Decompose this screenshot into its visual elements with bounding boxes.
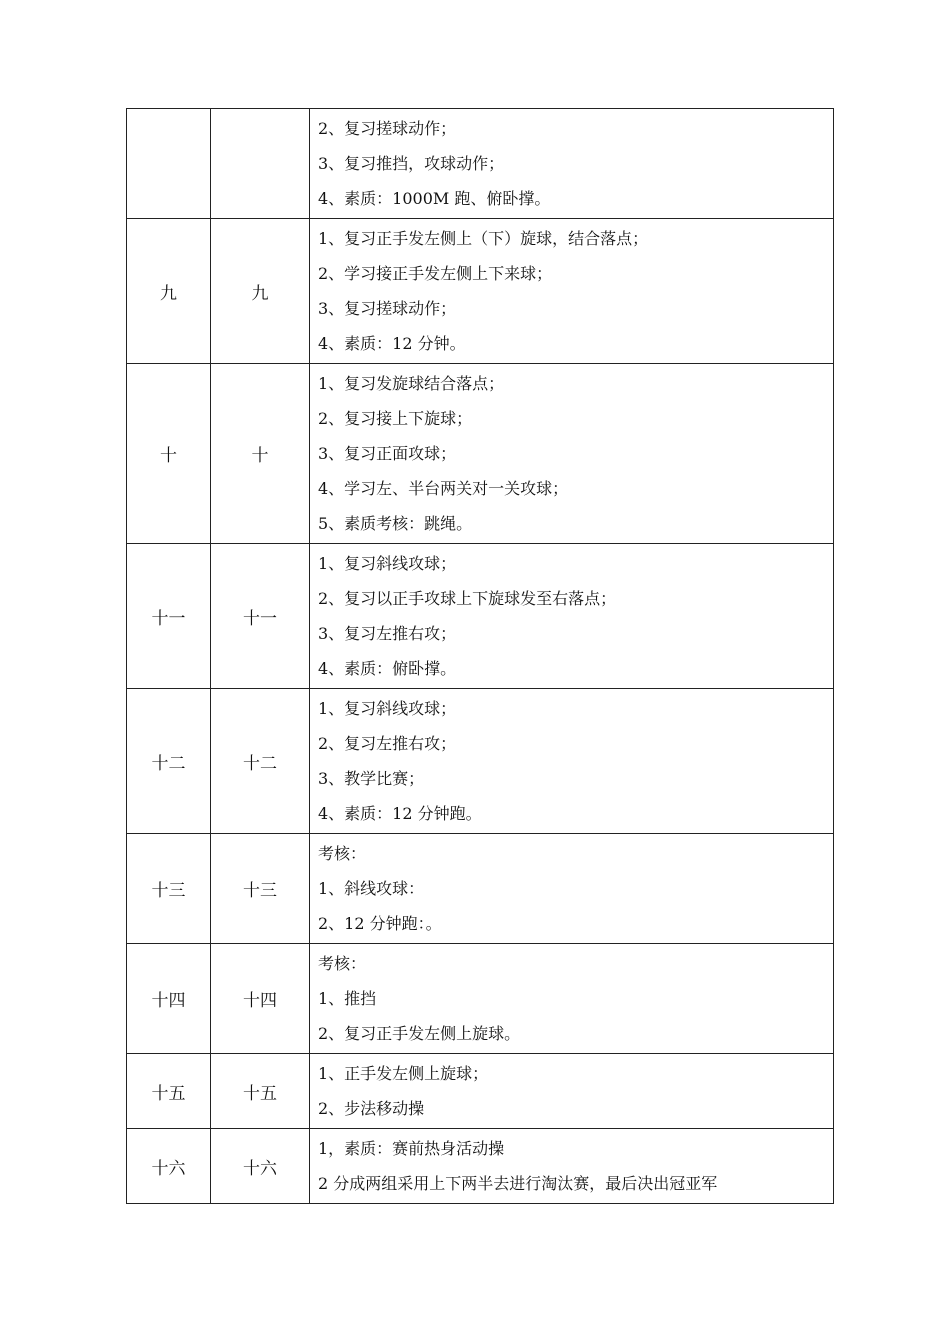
content-line: 4、学习左、半台两关对一关攻球； bbox=[318, 479, 569, 498]
table-row bbox=[127, 689, 834, 834]
content-line: 1、复习发旋球结合落点； bbox=[318, 374, 505, 393]
week-cell: 十四 bbox=[127, 944, 211, 1054]
week-cell: 九 bbox=[127, 219, 211, 364]
content-line: 4、素质：俯卧撑。 bbox=[318, 659, 457, 678]
content-line: 3、复习推挡，攻球动作； bbox=[318, 154, 505, 173]
content-cell bbox=[310, 1054, 834, 1129]
table-row bbox=[127, 1054, 834, 1129]
content-line: 2、复习搓球动作； bbox=[318, 119, 457, 138]
content-line: 2、步法移动操 bbox=[318, 1099, 425, 1118]
content-line: 2、12 分钟跑：。 bbox=[318, 914, 442, 933]
lesson-cell: 十二 bbox=[211, 689, 310, 834]
content-line: 考核： bbox=[318, 954, 367, 973]
table-row bbox=[127, 834, 834, 944]
content-line: 1、正手发左侧上旋球； bbox=[318, 1064, 489, 1083]
content-line: 4、素质：12 分钟跑。 bbox=[318, 804, 482, 823]
content-cell bbox=[310, 109, 834, 219]
week-cell bbox=[127, 109, 211, 219]
table-row bbox=[127, 1129, 834, 1204]
content-cell bbox=[310, 364, 834, 544]
content-cell bbox=[310, 219, 834, 364]
content-line: 2、复习正手发左侧上旋球。 bbox=[318, 1024, 521, 1043]
content-line: 2、学习接正手发左侧上下来球； bbox=[318, 264, 553, 283]
lesson-cell: 十四 bbox=[211, 944, 310, 1054]
content-line: 3、复习左推右攻； bbox=[318, 624, 457, 643]
lesson-cell: 十三 bbox=[211, 834, 310, 944]
content-line: 4、素质：1000M 跑、俯卧撑。 bbox=[318, 189, 551, 208]
content-line: 1、复习正手发左侧上（下）旋球，结合落点； bbox=[318, 229, 649, 248]
week-cell: 十 bbox=[127, 364, 211, 544]
content-line: 5、素质考核：跳绳。 bbox=[318, 514, 473, 533]
week-cell: 十六 bbox=[127, 1129, 211, 1204]
table-row bbox=[127, 364, 834, 544]
content-cell bbox=[310, 544, 834, 689]
week-cell: 十二 bbox=[127, 689, 211, 834]
content-line: 2、复习左推右攻； bbox=[318, 734, 457, 753]
content-cell bbox=[310, 1129, 834, 1204]
table-row bbox=[127, 109, 834, 219]
schedule-body bbox=[127, 109, 834, 1204]
schedule-table bbox=[126, 108, 834, 1204]
content-line: 考核： bbox=[318, 844, 367, 863]
lesson-cell: 十 bbox=[211, 364, 310, 544]
content-line: 3、复习搓球动作； bbox=[318, 299, 457, 318]
table-row bbox=[127, 544, 834, 689]
content-cell bbox=[310, 944, 834, 1054]
table-row bbox=[127, 944, 834, 1054]
content-line: 1、推挡 bbox=[318, 989, 377, 1008]
content-line: 1、斜线攻球： bbox=[318, 879, 425, 898]
content-line: 1、复习斜线攻球； bbox=[318, 554, 457, 573]
content-cell bbox=[310, 689, 834, 834]
week-cell: 十五 bbox=[127, 1054, 211, 1129]
week-cell: 十三 bbox=[127, 834, 211, 944]
lesson-cell: 十五 bbox=[211, 1054, 310, 1129]
table-row bbox=[127, 219, 834, 364]
lesson-cell: 九 bbox=[211, 219, 310, 364]
content-line: 1、复习斜线攻球； bbox=[318, 699, 457, 718]
content-line: 2 分成两组采用上下两半去进行淘汰赛，最后决出冠亚军 bbox=[318, 1174, 718, 1193]
content-line: 3、教学比赛； bbox=[318, 769, 425, 788]
lesson-cell: 十一 bbox=[211, 544, 310, 689]
lesson-cell: 十六 bbox=[211, 1129, 310, 1204]
content-line: 2、复习接上下旋球； bbox=[318, 409, 473, 428]
week-cell: 十一 bbox=[127, 544, 211, 689]
content-line: 2、复习以正手攻球上下旋球发至右落点； bbox=[318, 589, 617, 608]
content-line: 3、复习正面攻球； bbox=[318, 444, 457, 463]
content-line: 4、素质：12 分钟。 bbox=[318, 334, 466, 353]
content-line: 1，素质：赛前热身活动操 bbox=[318, 1139, 505, 1158]
content-cell bbox=[310, 834, 834, 944]
lesson-cell bbox=[211, 109, 310, 219]
